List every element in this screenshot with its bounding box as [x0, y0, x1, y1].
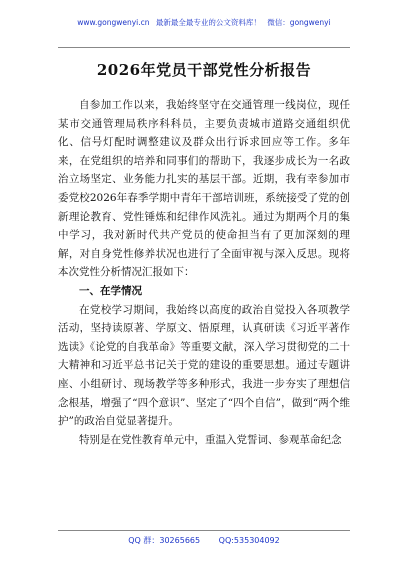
page-footer — [0, 535, 408, 546]
section-heading-study: 一、在学情况 — [79, 284, 142, 297]
footer-divider — [58, 530, 350, 531]
document-title: 2026年党员干部党性分析报告 — [96, 61, 312, 79]
footer-qq: QQ:535304092 — [218, 536, 280, 545]
header-slogan: 最新最全最专业的公文资料库！ — [155, 18, 261, 27]
header-wechat: 微信：gongwenyi — [267, 18, 331, 27]
site-url[interactable]: www.gongwenyi.cn — [77, 18, 150, 27]
intro-paragraph: 自参加工作以来，我始终坚守在交通管理一线岗位，现任某市交通管理局秩序科科员，主要负责城市道路交通组织优化、信号灯配时调整建议及群众出行诉求回应等工作。多年来，在党组织的培养和同事们的帮助下，我逐步成长为一名政治立场坚定、业务能力扎实的基层干部。近期，我有幸参加市委党校2026年春季学期中青年干部培训班，系统接受了党的创新理论教育、党性锤炼和纪律作风洗礼。通过为期两个月的集中学习，我对新时代共产党员的使命担当有了更加深刻的理解，对自身党性修养状况也进行了全面审视与深入反思。现将本次党性分析情况汇报如下： — [58, 99, 350, 279]
page-header — [0, 0, 408, 46]
section-paragraph: 特别是在党性教育单元中，重温入党誓词、参观革命纪念 — [79, 433, 342, 446]
section-paragraph: 在党校学习期间，我始终以高度的政治自觉投入各项教学活动，坚持读原著、学原文、悟原理，认真研读《习近平著作选读》《论党的自我革命》等重要文献，深入学习贯彻党的二十大精神和习近平总书记关于党的建设的重要思想。通过专题讲座、小组研讨、现场教学等多种形式，我进一步夯实了理想信念根基，增强了“四个意识”、坚定了“四个自信”，做到“两个维护”的政治自觉显著提升。 — [58, 303, 350, 428]
document-body — [58, 96, 350, 449]
footer-qq-group: QQ 群：30265665 — [128, 536, 201, 545]
header-divider — [58, 47, 350, 48]
